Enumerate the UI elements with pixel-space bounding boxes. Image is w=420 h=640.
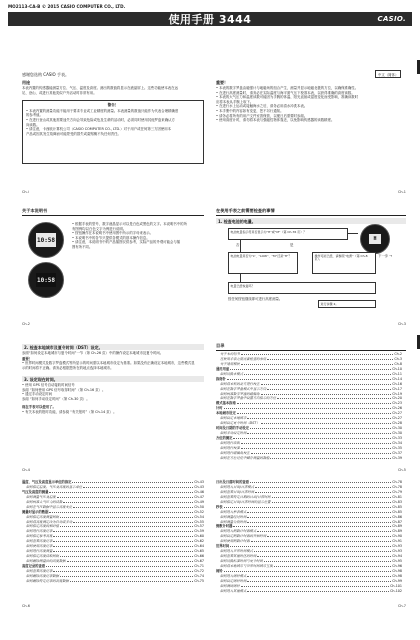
toc-entry-title: 世界时间	[216, 544, 230, 549]
toc-page-ref: Ch-39	[392, 455, 402, 460]
toc-leader-dots	[53, 530, 193, 532]
toc-leader-dots	[261, 422, 392, 424]
toc-entry-title: 如何校准大气压力的读数	[26, 499, 63, 504]
body-line: 参阅 “如何手动设定时间”（第 Ch-30 页）。	[22, 396, 90, 401]
toc-page-ref: Ch-43	[194, 484, 204, 489]
toc-entry-title: 关于通用模块	[220, 361, 240, 366]
section-rule	[216, 350, 406, 351]
toc-leader-dots	[247, 590, 389, 592]
toc-page-ref: Ch-30	[392, 431, 402, 435]
toc-entry-title: 在使用手表之前需要检查的事情	[220, 356, 267, 361]
toc-entry-title: 如何进入秒表模式	[220, 509, 247, 514]
note-line: • 按钮操作在本说明书中使用图中所示的字母来表示。	[72, 231, 154, 236]
toc-entry-title: 本地城市设定	[216, 411, 236, 416]
page-number: Ch-3	[398, 322, 406, 326]
toc-page-ref: Ch-93	[392, 549, 402, 554]
toc-leader-dots	[57, 496, 194, 498]
flow-arrow	[348, 233, 358, 234]
toc-leader-dots	[251, 452, 392, 454]
toc-entry-title: 如何进行校准	[220, 445, 240, 450]
manual-notes	[72, 222, 204, 250]
note-line: • 根据手表的型号，数字液晶显示可以是白色或黑色的文字。本说明书中的所	[72, 222, 187, 226]
toc-leader-dots	[261, 383, 392, 385]
step-3-title: 3. 设定现在时间。	[22, 376, 204, 382]
flow-yes-label: 是	[290, 243, 294, 247]
toc-page-ref: Ch-75	[194, 578, 204, 583]
toc-entry-title: 如何查看特定日期的日出/日落时间	[220, 494, 271, 499]
toc-leader-dots	[224, 570, 392, 572]
watch-display: 10:58	[36, 233, 56, 247]
toc-entry-title: 如何设定本地城市	[220, 416, 247, 421]
toc-entry-title: 如何查看高度记录	[26, 539, 53, 544]
toc-page-ref: Ch-98	[392, 573, 402, 578]
important-line: • 本表的大气压力和温度读数可能因为手腕的体温、阳光直射或湿度变化而受影响，准确读数时	[216, 95, 359, 100]
toc-entry-title: 如何设定闹铃时间	[220, 578, 247, 583]
table-of-contents	[216, 352, 402, 461]
toc-entry-title: 如何进行磁偏角校正	[220, 450, 250, 455]
toc-leader-dots	[241, 447, 391, 449]
toc-leader-dots	[254, 550, 391, 552]
warning-line: • 本表内置的测量功能不能用于要求专业或工业精度的测量。本表测量的数值只能作为代表合理精确度	[26, 108, 179, 113]
toc-page-ref: Ch-14	[392, 376, 402, 381]
toc-entry-title: 关于本说明书	[220, 352, 240, 356]
toc-leader-dots	[53, 545, 193, 547]
toc-page-ref: Ch-99	[392, 578, 402, 583]
toc-leader-dots	[60, 516, 193, 518]
toc-page-ref: Ch-94	[392, 554, 402, 559]
toc-page-ref: Ch-33	[392, 435, 402, 440]
toc-leader-dots	[63, 501, 193, 503]
toc-entry-title: 如何测量经过时间	[220, 514, 247, 519]
toc-entry-title: 模式基本指南	[216, 401, 236, 406]
toc-leader-dots	[224, 506, 392, 508]
toc-page-ref: Ch-16	[392, 381, 402, 386]
toc-entry-title: 高度记录的查看	[22, 563, 46, 568]
toc-entry-title: 如何进入闹铃模式	[220, 573, 247, 578]
toc-leader-dots	[224, 407, 392, 409]
toc-entry[interactable]	[22, 579, 204, 584]
toc-entry-title: 如何测量气压及温度	[26, 494, 56, 499]
toc-leader-dots	[255, 491, 391, 493]
toc-page-ref: Ch-54	[194, 514, 204, 519]
toc-leader-dots	[233, 437, 391, 439]
step-2-body	[22, 351, 204, 370]
toc-page-ref: Ch-30	[392, 426, 402, 431]
toc-page-ref: Ch-81	[392, 494, 402, 499]
ready-notes	[22, 405, 204, 414]
toc-entry-title: 如何指定高度测量间隔	[26, 514, 59, 519]
toc-page-ref: Ch-17	[392, 386, 402, 391]
toc-page-ref: Ch-91	[392, 539, 402, 544]
toc-leader-dots	[250, 427, 391, 429]
toc-page-ref: Ch-27	[392, 411, 402, 416]
watch-illustration	[360, 224, 390, 254]
intro-line: 足、登山、或进行其他类似户外活动时非常有用。	[22, 90, 97, 95]
toc-page-ref: Ch-28	[392, 421, 402, 426]
toc-entry-title: 秒表	[216, 504, 223, 509]
toc-leader-dots	[247, 516, 391, 518]
toc-entry-title: 如何切换标准时间与夏令时间	[220, 559, 263, 563]
toc-leader-dots	[53, 570, 193, 572]
flow-footnote: 按任何按钮继续即可进行高度测量。	[228, 297, 283, 301]
body-line: 参照“如何设定本地城市与夏令时间”一节（第 Ch-26 页）中的操作设定本地城市及夏令时间。	[22, 351, 164, 355]
toc-leader-dots	[264, 560, 391, 562]
toc-page-ref: Ch-83	[392, 499, 402, 504]
toc-leader-dots	[233, 525, 391, 527]
toc-entry-title: 如何在气压数据中显示高度变化	[26, 504, 73, 509]
toc-entry[interactable]	[216, 456, 402, 461]
flow-arrow	[240, 274, 241, 282]
important-line: • 使用高度计时，请勿将本表与强磁性物体靠近，以免影响传感器的读数精度。	[216, 118, 335, 123]
toc-leader-dots	[230, 545, 391, 547]
body-line: 参阅 “如何使用 GPS 信号取得时间”（第 Ch-16 页）。	[22, 387, 106, 392]
body-line: • 使用 GPS 信号自动接收时间信号	[22, 383, 75, 387]
toc-leader-dots	[267, 535, 391, 537]
toc-leader-dots	[241, 585, 389, 587]
toc-leader-dots	[72, 481, 193, 483]
toc-entry-title: 如何设定倒数计时器的开始时间	[220, 534, 267, 539]
toc-page-ref: Ch-60	[194, 534, 204, 539]
title-bar	[8, 12, 412, 26]
toc-entry-title: 如何查看其他时区的时间	[220, 554, 257, 559]
toc-page-ref: Ch-20	[392, 396, 402, 401]
toc-entry[interactable]	[216, 589, 402, 594]
toc-leader-dots	[53, 550, 193, 552]
toc-leader-dots	[247, 580, 391, 582]
toc-page-ref: Ch-102	[390, 588, 402, 593]
toc-entry-title: 如何手动设定时间	[220, 431, 247, 435]
toc-leader-dots	[244, 373, 391, 375]
toc-page-ref: Ch-2	[394, 352, 402, 356]
toc-entry-title: 如何进行高度记录	[26, 529, 53, 534]
toc-page-ref: Ch-85	[392, 509, 402, 514]
toc-entry-title: 如何进入日出/日落模式	[220, 484, 255, 489]
toc-entry-title: 如何切换本模式	[220, 371, 244, 376]
toc-leader-dots	[49, 491, 193, 493]
toc-entry-title: 如何将本机的北方进行校正	[220, 381, 260, 386]
page-number: Ch-5	[398, 468, 406, 472]
toc-leader-dots	[247, 521, 391, 523]
manual-title: 使用手册 3444	[168, 13, 252, 26]
toc-leader-dots	[241, 363, 394, 365]
watch-display: 10:58	[36, 273, 56, 287]
toc-page-ref: Ch-72	[194, 568, 204, 573]
toc-entry-title: 如何在数字罗盘模式中显示方向	[220, 386, 267, 391]
toc-page-ref: Ch-57	[194, 524, 204, 529]
body-line: • 通过手动设定时间	[22, 392, 53, 397]
watch-display: H	[369, 234, 381, 244]
toc-leader-dots	[267, 358, 393, 360]
toc-entry-title: 如何进行高度测量	[26, 549, 53, 554]
flow-note: 操作可能已经，请参照“电源”（第 Ch-8 页）。	[312, 252, 376, 274]
toc-leader-dots	[237, 412, 391, 414]
flow-arrow	[240, 240, 241, 252]
toc-page-ref: Ch-19	[392, 391, 402, 396]
watch-illustration	[28, 262, 64, 298]
toc-page-ref: Ch-23	[392, 401, 402, 406]
toc-page-ref: Ch-3	[394, 356, 402, 361]
toc-page-ref: Ch-10	[392, 366, 402, 371]
toc-entry-title: 日出及日落时间的查看	[216, 480, 249, 484]
language-badge: 中文（简体）	[375, 70, 401, 78]
flow-question-2: 电池电量是否为“L”、“LOW”、“M”还是“H”？	[228, 252, 298, 274]
important-line: 应将本表从手腕上取下。	[216, 99, 254, 104]
toc-entry-title: 如何进入倒数计时器模式	[220, 529, 257, 534]
toc-leader-dots	[257, 555, 391, 557]
toc-leader-dots	[267, 388, 391, 390]
body-line: • 有关本表的报时功能，请参阅 “有关报时”（第 Ch-14 页）。	[22, 409, 117, 414]
toc-entry-title: 如何校准数字罗盘的磁偏角	[220, 391, 260, 396]
toc-page-ref: Ch-64	[194, 544, 204, 549]
note-line: 图有所不同。	[72, 244, 93, 249]
toc-entry-title: 如何指定参考高度	[26, 534, 53, 539]
casio-logo: CASIO.	[377, 15, 406, 23]
toc-leader-dots	[241, 442, 391, 444]
toc-leader-dots	[277, 397, 391, 399]
toc-page-ref: Ch-79	[392, 489, 402, 494]
body-line: 示的时间将不正确。请务必根据您所在的地点选择本地城市。	[22, 365, 114, 370]
toc-page-ref: Ch-78	[392, 484, 402, 489]
toc-entry-title: 如何在方位记忆中储存测量的数值	[220, 455, 270, 460]
toc-page-ref: Ch-50	[194, 504, 204, 509]
toc-page-ref: Ch-93	[392, 544, 402, 549]
toc-leader-dots	[49, 511, 193, 513]
toc-leader-dots	[70, 580, 193, 582]
table-of-contents-right	[216, 480, 402, 594]
toc-leader-dots	[270, 457, 391, 459]
important-line: • 本手册中的内容如有变更，恕不另行通知。	[216, 108, 284, 113]
toc-leader-dots	[73, 506, 193, 508]
toc-page-ref: Ch-34	[392, 440, 402, 445]
toc-page-ref: Ch-95	[392, 559, 402, 563]
toc-page-ref: Ch-90	[392, 534, 402, 539]
body-line: • 世界时间模式及数字罗盘模式等所显示的时间需以本地城市设定为基准。如果没有正确设定本地城市，这些模式显	[22, 361, 195, 366]
flow-question-3: 电量已经恢复吗？	[228, 282, 376, 294]
toc-entry-title: 如何进入其他模式	[220, 588, 247, 593]
toc-entry-title: 指南针	[216, 376, 226, 381]
toc-leader-dots	[60, 555, 193, 557]
toc-page-ref: Ch-86	[392, 514, 402, 519]
body-line: 重要！	[22, 356, 33, 361]
toc-page-ref: Ch-27	[392, 416, 402, 421]
step-2-title: 2. 检查本地城市及夏令时间（DST）设定。	[22, 344, 204, 350]
toc-entry-title: 如何指定日出/日落时间的显示位置	[220, 499, 271, 504]
step-1-title: 1. 检查电池的电量。	[216, 218, 406, 224]
toc-entry-title: 如何使用倒数计时器	[220, 539, 250, 544]
toc-leader-dots	[272, 501, 392, 503]
toc-entry-title: 通用用途	[216, 366, 230, 371]
important-line: • 在进行水上运动或接触海水之后，请务必用清水冲洗本表。	[216, 104, 308, 109]
toc-entry-title: 如何进入世界时间模式	[220, 549, 253, 554]
page-number: Ch-1	[398, 190, 406, 194]
note-line: • 本说明书中的各节只提供各模式的基本操作信息。	[72, 235, 150, 240]
body-line: 现在手表可以使用了。	[22, 405, 56, 409]
toc-leader-dots	[73, 521, 193, 523]
toc-page-ref: Ch-35	[392, 445, 402, 450]
flow-question-1: 电池电量指示符是否显示为“H”或“M”（第 Ch-76 页）？	[228, 228, 348, 240]
intro-title: 用途	[22, 80, 30, 85]
toc-leader-dots	[272, 496, 392, 498]
toc-leader-dots	[230, 368, 391, 370]
toc-leader-dots	[257, 530, 391, 532]
toc-page-ref: Ch-66	[194, 554, 204, 559]
toc-leader-dots	[237, 402, 391, 404]
toc-leader-dots	[46, 565, 193, 567]
toc-leader-dots	[247, 432, 391, 434]
toc-entry-title: 如何设定夏令时间（DST）	[220, 421, 260, 426]
toc-page-ref: Ch-65	[194, 549, 204, 554]
toc-entry-title: 如何指定温度、气压及高度的显示单位	[26, 484, 83, 489]
intro-paragraph	[22, 86, 204, 95]
important-list	[216, 86, 406, 123]
toc-entry-title: 如何查看高度记录	[26, 568, 53, 573]
toc-leader-dots	[53, 540, 193, 542]
warning-line: • 在进行登山或其他需要迷失方向会导致危险或危及生命的活动时，必须同时使用其他罗盘来确认方	[26, 118, 175, 123]
toc-leader-dots	[241, 353, 394, 355]
page-number: Ch-6	[22, 604, 30, 608]
warning-line: • 请注意，卡西欧计算机公司（CASIO COMPUTER CO., LTD.）对于用户或任何第三方因使用本	[26, 127, 172, 132]
important-line: • 在进行高度测量时，请务必在实际温度与海平面气压下校准本表，以获得准确的高度读数。	[216, 90, 355, 95]
toc-page-ref: Ch-98	[392, 568, 402, 573]
toc-entry-title: 时间及日期的手动设定	[216, 426, 249, 431]
toc-page-ref: Ch-59	[194, 529, 204, 534]
toc-entry-title: 如何将本地城市与世界时间城市互换	[220, 563, 273, 568]
toc-leader-dots	[255, 486, 391, 488]
toc-page-ref: Ch-37	[392, 450, 402, 455]
section-title-before-use: 在使用手表之前需要检查的事情	[216, 208, 275, 213]
toc-page-ref: Ch-43	[194, 480, 204, 484]
toc-page-ref: Ch-11	[392, 371, 402, 376]
flow-next-step: 进行步骤 2。	[318, 300, 376, 308]
greeting-text: 感谢您选购 CASIO 手表。	[22, 72, 69, 77]
toc-leader-dots	[261, 393, 392, 395]
table-of-contents-left	[22, 480, 204, 584]
warning-line: 的参考值。	[26, 113, 43, 118]
flow-no-label: 否	[236, 243, 240, 247]
toc-page-ref: Ch-89	[392, 524, 402, 529]
section-rule	[216, 215, 406, 216]
flow-next-label: 下一步 →	[378, 254, 393, 258]
document-meta: MO2113-CA-B © 2015 CASIO COMPUTER CO., LTD.	[8, 4, 126, 9]
toc-entry-title: 如何将高度测定改为自动或手动	[26, 519, 73, 524]
toc-page-ref: Ch-71	[194, 563, 204, 568]
page-number: Ch-4	[22, 468, 30, 472]
note-line: • 请注意，本说明书中的产品插图仅供参考，实际产品的外观可能会与插	[72, 240, 181, 245]
toc-page-ref: Ch-62	[194, 539, 204, 544]
step-3-body	[22, 383, 204, 401]
toc-entry-title: 如何使用高度记录	[26, 544, 53, 549]
toc-page-ref: Ch-47	[194, 494, 204, 499]
intro-line: 本表内置的传感器能测量方位、气压、温度及高度。测出的数值将显示在液晶屏上。这些功能使本表在远	[22, 86, 178, 90]
page-number: Ch-i	[22, 190, 29, 194]
toc-leader-dots	[247, 511, 391, 513]
toc-entry-title: 如何指定高度读取间隔	[26, 554, 59, 559]
toc-leader-dots	[83, 486, 193, 488]
page-number: Ch-7	[398, 604, 406, 608]
toc-page-ref: Ch-74	[194, 573, 204, 578]
toc-page-ref: Ch-67	[194, 559, 204, 563]
toc-entry-title: 方位的测定	[216, 435, 233, 440]
toc-entry-title: 如何测量分段时间	[220, 519, 247, 524]
toc-page-ref: Ch-26	[392, 406, 402, 411]
warning-line: 向读数。	[26, 122, 40, 127]
toc-leader-dots	[274, 565, 391, 567]
watch-illustration	[28, 222, 64, 258]
warning-line: 产品或因其发生故障而可能蒙受的损失或索赔概不负任何责任。	[26, 131, 121, 136]
toc-entry-title: 计时	[216, 406, 223, 411]
toc-entry-title: 闹铃	[216, 568, 223, 573]
toc-entry-title: 如何指定高度的相对值	[26, 524, 59, 529]
toc-page-ref: Ch-8	[394, 361, 402, 366]
toc-entry-title: 倒数计时器	[216, 524, 233, 529]
toc-page-ref: Ch-55	[194, 519, 204, 524]
toc-page-ref: Ch-52	[194, 509, 204, 514]
toc-leader-dots	[60, 525, 193, 527]
toc-entry-title: 如何进行读取	[220, 440, 240, 445]
toc-leader-dots	[60, 575, 193, 577]
page-number: Ch-2	[22, 322, 30, 326]
toc-page-ref: Ch-101	[390, 583, 402, 588]
warning-box	[22, 100, 204, 164]
note-line: 有图例均以白色文字为例进行说明。	[72, 226, 127, 231]
toc-leader-dots	[67, 560, 194, 562]
important-line: • 请务必将所有的用户文件妥善保管，以便日后需要时参阅。	[216, 113, 308, 118]
important-line: • 本表的数字罗盘由磁强计与地磁场的组合产生，测量并显示地磁北极的方位，以确保准确性。	[216, 86, 359, 90]
toc-page-ref: Ch-87	[392, 519, 402, 524]
toc-entry-title: 如何删除测量后的高度数据	[26, 559, 66, 563]
toc-leader-dots	[247, 417, 391, 419]
toc-leader-dots	[227, 378, 391, 380]
toc-entry-title: 温度、气压及高度显示单位的指定	[22, 480, 72, 484]
toc-page-ref: Ch-89	[392, 529, 402, 534]
toc-entry-title: 如何测试闹铃	[220, 583, 240, 588]
toc-leader-dots	[251, 540, 392, 542]
toc-title: 目录	[216, 343, 225, 348]
toc-leader-dots	[247, 575, 391, 577]
important-title: 重要！	[216, 80, 228, 85]
toc-page-ref: Ch-78	[392, 480, 402, 484]
warning-title: 警告！	[107, 103, 119, 107]
toc-entry-title: 测量时显示的数据	[22, 509, 49, 514]
section-rule	[22, 215, 204, 216]
toc-entry-title: 如何查看日出/日落时间	[220, 489, 255, 494]
toc-page-ref: Ch-49	[194, 499, 204, 504]
toc-entry-title: 如何删除特定记录的高度数据	[26, 578, 69, 583]
toc-entry-title: 如何删除高度记录数据	[26, 573, 59, 578]
toc-leader-dots	[53, 535, 193, 537]
toc-page-ref: Ch-46	[194, 489, 204, 494]
toc-entry-title: 如何在数字罗盘中设置方向指示的方位	[220, 396, 277, 401]
toc-page-ref: Ch-96	[392, 563, 402, 568]
toc-leader-dots	[250, 481, 391, 483]
toc-entry-title: 气压及高度的测量	[22, 489, 49, 494]
toc-page-ref: Ch-85	[392, 504, 402, 509]
section-title-about-manual: 关于本说明书	[22, 208, 48, 213]
